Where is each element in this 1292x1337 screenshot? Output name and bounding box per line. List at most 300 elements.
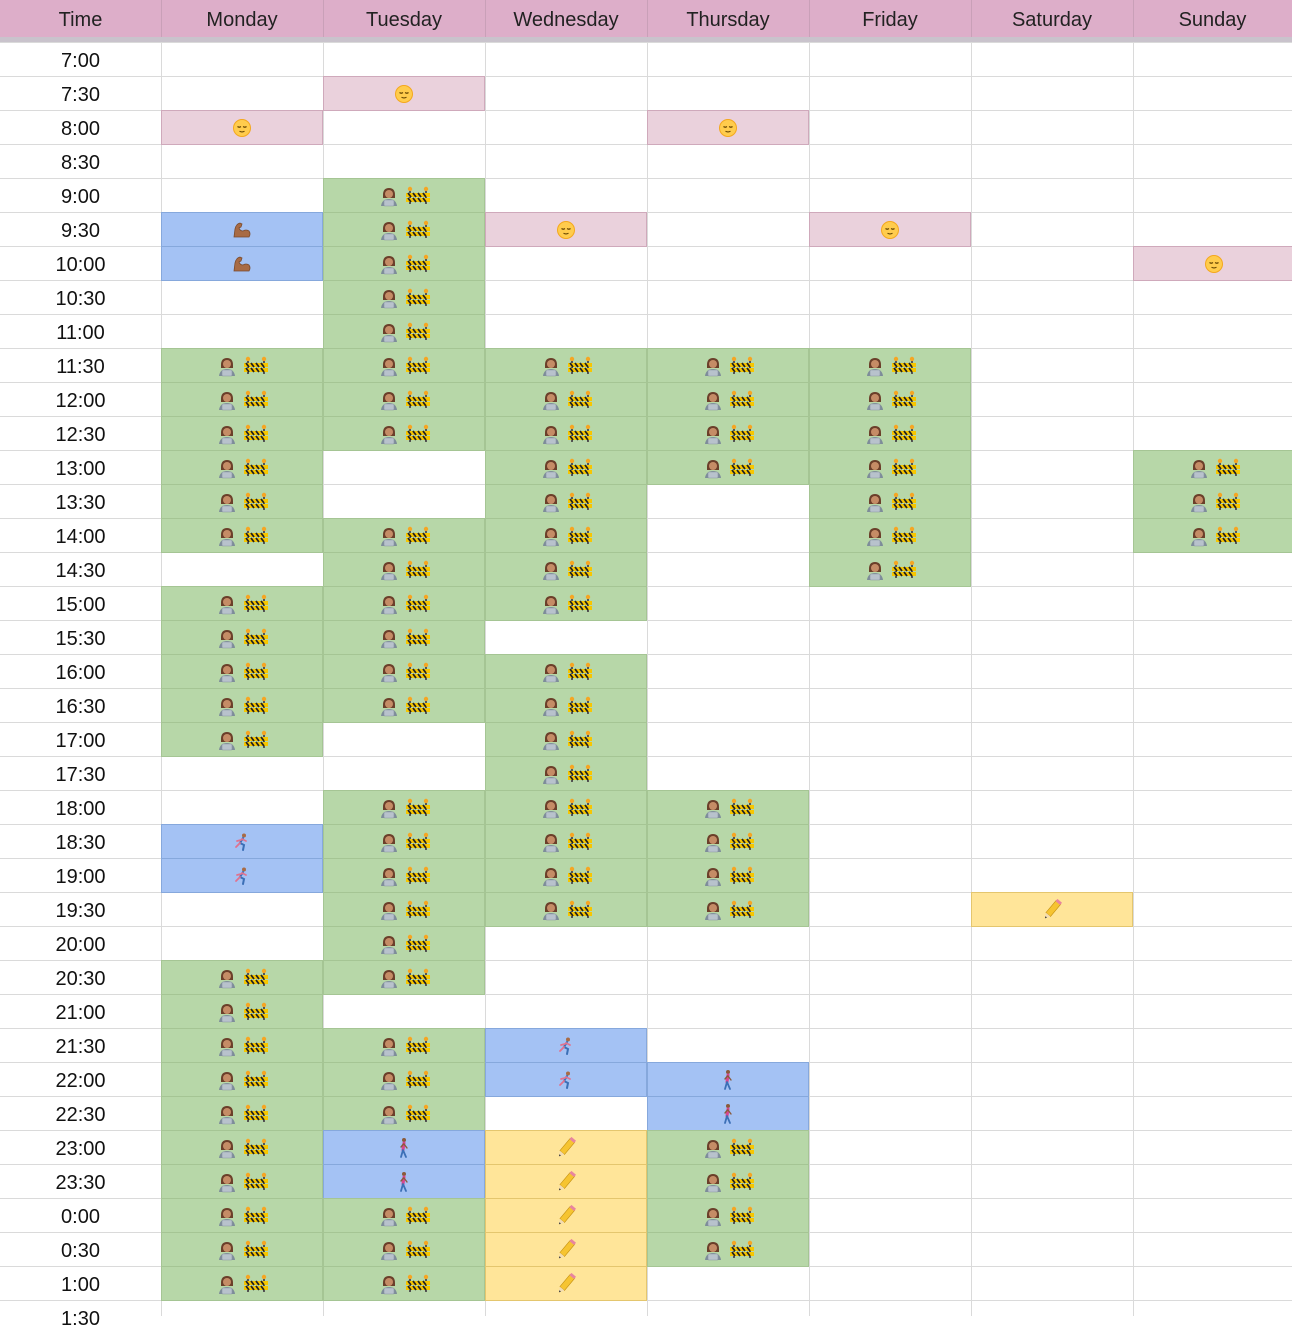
time-label[interactable]: 0:00: [61, 1206, 100, 1228]
column-header-friday[interactable]: Friday: [809, 0, 972, 37]
work-icons: [540, 559, 593, 581]
construction-barrier-icon: [567, 662, 593, 682]
cell-work[interactable]: [1133, 518, 1292, 553]
cell-work[interactable]: [485, 552, 647, 587]
cell-work[interactable]: [809, 552, 971, 587]
cell-sleep[interactable]: [1133, 246, 1292, 281]
time-label[interactable]: 17:00: [55, 730, 106, 752]
cell-work[interactable]: [485, 688, 647, 723]
person-at-laptop-icon: [540, 491, 562, 513]
work-icons: [378, 661, 431, 683]
cell-work[interactable]: [647, 416, 809, 451]
construction-barrier-icon: [567, 730, 593, 750]
construction-barrier-icon: [243, 1036, 269, 1056]
walking-person-icon: [396, 1137, 412, 1159]
cell-work[interactable]: [647, 1130, 809, 1165]
person-at-laptop-icon: [216, 661, 238, 683]
cell-work[interactable]: [161, 1164, 323, 1199]
cell-work[interactable]: [161, 416, 323, 451]
construction-barrier-icon: [567, 696, 593, 716]
person-at-laptop-icon: [216, 695, 238, 717]
time-label[interactable]: 10:00: [55, 254, 106, 276]
cell-sleep[interactable]: [809, 212, 971, 247]
construction-barrier-icon: [243, 390, 269, 410]
construction-barrier-icon: [567, 866, 593, 886]
cell-work[interactable]: [647, 858, 809, 893]
time-label[interactable]: 1:00: [61, 1274, 100, 1296]
cell-walk[interactable]: [323, 1164, 485, 1199]
time-label[interactable]: 8:30: [61, 152, 100, 174]
cell-study[interactable]: [485, 1198, 647, 1233]
person-at-laptop-icon: [216, 1171, 238, 1193]
work-icons: [216, 1273, 269, 1295]
time-label[interactable]: 22:30: [55, 1104, 106, 1126]
person-at-laptop-icon: [378, 321, 400, 343]
cell-work[interactable]: [323, 654, 485, 689]
time-label[interactable]: 21:00: [55, 1002, 106, 1024]
cell-work[interactable]: [323, 314, 485, 349]
construction-barrier-icon: [243, 526, 269, 546]
construction-barrier-icon: [567, 526, 593, 546]
person-at-laptop-icon: [216, 729, 238, 751]
cell-work[interactable]: [323, 178, 485, 213]
construction-barrier-icon: [729, 390, 755, 410]
construction-barrier-icon: [729, 866, 755, 886]
construction-barrier-icon: [729, 424, 755, 444]
person-at-laptop-icon: [702, 1171, 724, 1193]
construction-barrier-icon: [243, 662, 269, 682]
time-label[interactable]: 11:30: [56, 356, 105, 378]
cell-work[interactable]: [161, 1130, 323, 1165]
sleeping-face-icon: [556, 220, 576, 240]
cell-work[interactable]: [323, 552, 485, 587]
sleeping-face-icon: [394, 84, 414, 104]
construction-barrier-icon: [1215, 526, 1241, 546]
time-label[interactable]: 19:00: [55, 866, 106, 888]
person-at-laptop-icon: [378, 1273, 400, 1295]
cell-work[interactable]: [809, 484, 971, 519]
person-at-laptop-icon: [702, 423, 724, 445]
person-at-laptop-icon: [702, 457, 724, 479]
cell-run[interactable]: [485, 1062, 647, 1097]
work-icons: [540, 525, 593, 547]
column-header-wednesday[interactable]: Wednesday: [485, 0, 648, 37]
work-icons: [216, 1069, 269, 1091]
cell-work[interactable]: [161, 586, 323, 621]
person-at-laptop-icon: [378, 661, 400, 683]
construction-barrier-icon: [405, 288, 431, 308]
cell-work[interactable]: [323, 212, 485, 247]
cell-work[interactable]: [323, 926, 485, 961]
work-icons: [216, 1171, 269, 1193]
cell-work[interactable]: [1133, 450, 1292, 485]
construction-barrier-icon: [243, 1138, 269, 1158]
cell-work[interactable]: [647, 824, 809, 859]
cell-work[interactable]: [323, 1198, 485, 1233]
cell-work[interactable]: [647, 1198, 809, 1233]
cell-work[interactable]: [323, 688, 485, 723]
construction-barrier-icon: [405, 594, 431, 614]
column-header-thursday[interactable]: Thursday: [647, 0, 810, 37]
time-label[interactable]: 13:00: [55, 458, 106, 480]
work-icons: [378, 593, 431, 615]
column-header-monday[interactable]: Monday: [161, 0, 324, 37]
work-icons: [378, 967, 431, 989]
construction-barrier-icon: [243, 1274, 269, 1294]
cell-work[interactable]: [161, 450, 323, 485]
work-icons: [216, 967, 269, 989]
person-at-laptop-icon: [540, 593, 562, 615]
work-icons: [378, 695, 431, 717]
running-person-icon: [232, 832, 252, 852]
construction-barrier-icon: [405, 934, 431, 954]
cell-run[interactable]: [161, 824, 323, 859]
time-label[interactable]: 9:30: [61, 220, 100, 242]
work-icons: [378, 423, 431, 445]
cell-work[interactable]: [161, 518, 323, 553]
person-at-laptop-icon: [216, 1103, 238, 1125]
work-icons: [540, 797, 593, 819]
cell-work[interactable]: [323, 1062, 485, 1097]
cell-work[interactable]: [161, 382, 323, 417]
cell-work[interactable]: [161, 1062, 323, 1097]
work-icons: [540, 661, 593, 683]
row-gridline: [0, 42, 1292, 43]
time-label[interactable]: 18:30: [55, 832, 106, 854]
cell-work[interactable]: [485, 858, 647, 893]
time-label[interactable]: 14:00: [55, 526, 106, 548]
time-label[interactable]: 22:00: [55, 1070, 106, 1092]
cell-work[interactable]: [647, 382, 809, 417]
cell-work[interactable]: [485, 586, 647, 621]
cell-work[interactable]: [161, 1096, 323, 1131]
cell-work[interactable]: [323, 1232, 485, 1267]
work-icons: [540, 491, 593, 513]
cell-work[interactable]: [485, 518, 647, 553]
person-at-laptop-icon: [864, 559, 886, 581]
cell-work[interactable]: [485, 484, 647, 519]
cell-study[interactable]: [971, 892, 1133, 927]
construction-barrier-icon: [243, 356, 269, 376]
cell-run[interactable]: [161, 858, 323, 893]
person-at-laptop-icon: [864, 491, 886, 513]
work-icons: [378, 797, 431, 819]
person-at-laptop-icon: [540, 899, 562, 921]
cell-work[interactable]: [323, 518, 485, 553]
person-at-laptop-icon: [216, 967, 238, 989]
construction-barrier-icon: [243, 1172, 269, 1192]
time-label[interactable]: 23:30: [55, 1172, 106, 1194]
cell-gym[interactable]: [161, 212, 323, 247]
time-label[interactable]: 15:00: [55, 594, 106, 616]
time-label[interactable]: 13:30: [55, 492, 106, 514]
cell-work[interactable]: [161, 722, 323, 757]
work-icons: [378, 865, 431, 887]
person-at-laptop-icon: [378, 1035, 400, 1057]
pencil-icon: [554, 1205, 578, 1227]
cell-work[interactable]: [809, 416, 971, 451]
running-person-icon: [232, 866, 252, 886]
person-at-laptop-icon: [1188, 525, 1210, 547]
time-label[interactable]: 16:00: [55, 662, 106, 684]
work-icons: [378, 1069, 431, 1091]
cell-work[interactable]: [161, 1198, 323, 1233]
cell-walk[interactable]: [647, 1062, 809, 1097]
cell-work[interactable]: [485, 348, 647, 383]
construction-barrier-icon: [405, 696, 431, 716]
cell-work[interactable]: [647, 348, 809, 383]
work-icons: [540, 695, 593, 717]
cell-study[interactable]: [485, 1232, 647, 1267]
time-label[interactable]: 15:30: [55, 628, 106, 650]
person-at-laptop-icon: [216, 1001, 238, 1023]
work-icons: [216, 593, 269, 615]
person-at-laptop-icon: [378, 525, 400, 547]
time-label[interactable]: 11:00: [56, 322, 105, 344]
construction-barrier-icon: [243, 594, 269, 614]
cell-work[interactable]: [161, 1266, 323, 1301]
person-at-laptop-icon: [378, 185, 400, 207]
person-at-laptop-icon: [216, 627, 238, 649]
person-at-laptop-icon: [216, 423, 238, 445]
work-icons: [540, 355, 593, 377]
work-icons: [864, 491, 917, 513]
time-label[interactable]: 23:00: [55, 1138, 106, 1160]
walking-person-icon: [396, 1171, 412, 1193]
cell-work[interactable]: [485, 892, 647, 927]
person-at-laptop-icon: [378, 559, 400, 581]
cell-work[interactable]: [323, 858, 485, 893]
cell-walk[interactable]: [647, 1096, 809, 1131]
time-label[interactable]: 7:00: [61, 50, 100, 72]
cell-work[interactable]: [809, 450, 971, 485]
work-icons: [378, 1239, 431, 1261]
work-icons: [378, 389, 431, 411]
person-at-laptop-icon: [378, 695, 400, 717]
work-icons: [378, 627, 431, 649]
cell-sleep[interactable]: [161, 110, 323, 145]
person-at-laptop-icon: [216, 593, 238, 615]
cell-work[interactable]: [485, 722, 647, 757]
cell-gym[interactable]: [161, 246, 323, 281]
construction-barrier-icon: [405, 526, 431, 546]
cell-work[interactable]: [161, 620, 323, 655]
person-at-laptop-icon: [378, 1239, 400, 1261]
cell-work[interactable]: [323, 382, 485, 417]
construction-barrier-icon: [891, 424, 917, 444]
work-icons: [1188, 525, 1241, 547]
person-at-laptop-icon: [216, 1205, 238, 1227]
time-label[interactable]: 21:30: [55, 1036, 106, 1058]
column-header-saturday[interactable]: Saturday: [971, 0, 1134, 37]
time-label[interactable]: 18:00: [55, 798, 106, 820]
construction-barrier-icon: [891, 458, 917, 478]
cell-work[interactable]: [323, 620, 485, 655]
cell-work[interactable]: [323, 892, 485, 927]
cell-work[interactable]: [161, 1232, 323, 1267]
time-label[interactable]: 0:30: [61, 1240, 100, 1262]
work-icons: [378, 559, 431, 581]
cell-work[interactable]: [809, 518, 971, 553]
column-header-tuesday[interactable]: Tuesday: [323, 0, 486, 37]
time-label[interactable]: 9:00: [61, 186, 100, 208]
construction-barrier-icon: [567, 798, 593, 818]
construction-barrier-icon: [405, 628, 431, 648]
time-label[interactable]: 1:30: [61, 1308, 100, 1330]
person-at-laptop-icon: [216, 457, 238, 479]
person-at-laptop-icon: [864, 457, 886, 479]
cell-work[interactable]: [323, 280, 485, 315]
construction-barrier-icon: [243, 628, 269, 648]
pencil-icon: [554, 1273, 578, 1295]
person-at-laptop-icon: [216, 1069, 238, 1091]
cell-work[interactable]: [161, 960, 323, 995]
cell-work[interactable]: [323, 1266, 485, 1301]
time-label[interactable]: 7:30: [61, 84, 100, 106]
time-label[interactable]: 19:30: [55, 900, 106, 922]
work-icons: [216, 1001, 269, 1023]
person-at-laptop-icon: [540, 797, 562, 819]
person-at-laptop-icon: [864, 389, 886, 411]
cell-work[interactable]: [647, 790, 809, 825]
work-icons: [216, 1035, 269, 1057]
cell-work[interactable]: [647, 450, 809, 485]
cell-work[interactable]: [161, 994, 323, 1029]
running-person-icon: [556, 1036, 576, 1056]
work-icons: [378, 219, 431, 241]
cell-work[interactable]: [485, 790, 647, 825]
person-at-laptop-icon: [378, 1205, 400, 1227]
time-label[interactable]: 8:00: [61, 118, 100, 140]
cell-work[interactable]: [323, 1028, 485, 1063]
work-icons: [378, 525, 431, 547]
work-icons: [540, 865, 593, 887]
time-label[interactable]: 17:30: [55, 764, 106, 786]
construction-barrier-icon: [729, 798, 755, 818]
cell-work[interactable]: [161, 348, 323, 383]
cell-work[interactable]: [647, 1232, 809, 1267]
time-label[interactable]: 20:30: [55, 968, 106, 990]
cell-work[interactable]: [485, 654, 647, 689]
work-icons: [216, 627, 269, 649]
construction-barrier-icon: [729, 458, 755, 478]
construction-barrier-icon: [243, 1240, 269, 1260]
cell-work[interactable]: [323, 790, 485, 825]
construction-barrier-icon: [891, 526, 917, 546]
work-icons: [1188, 457, 1241, 479]
cell-run[interactable]: [485, 1028, 647, 1063]
time-label[interactable]: 12:30: [55, 424, 106, 446]
work-icons: [702, 831, 755, 853]
flexed-biceps-icon: [231, 254, 253, 274]
work-icons: [378, 355, 431, 377]
cell-walk[interactable]: [323, 1130, 485, 1165]
person-at-laptop-icon: [540, 729, 562, 751]
construction-barrier-icon: [405, 1036, 431, 1056]
time-label[interactable]: 10:30: [55, 288, 106, 310]
column-header-time[interactable]: Time: [0, 0, 162, 37]
cell-work[interactable]: [323, 1096, 485, 1131]
cell-work[interactable]: [323, 348, 485, 383]
cell-work[interactable]: [323, 246, 485, 281]
construction-barrier-icon: [405, 356, 431, 376]
construction-barrier-icon: [405, 1104, 431, 1124]
running-person-icon: [556, 1070, 576, 1090]
work-icons: [540, 457, 593, 479]
cell-work[interactable]: [485, 824, 647, 859]
cell-work[interactable]: [161, 1028, 323, 1063]
cell-work[interactable]: [809, 348, 971, 383]
time-label[interactable]: 14:30: [55, 560, 106, 582]
cell-sleep[interactable]: [485, 212, 647, 247]
time-label[interactable]: 16:30: [55, 696, 106, 718]
sleeping-face-icon: [880, 220, 900, 240]
pencil-icon: [554, 1171, 578, 1193]
person-at-laptop-icon: [540, 389, 562, 411]
cell-study[interactable]: [485, 1130, 647, 1165]
construction-barrier-icon: [729, 1138, 755, 1158]
person-at-laptop-icon: [378, 423, 400, 445]
work-icons: [702, 899, 755, 921]
cell-work[interactable]: [647, 892, 809, 927]
column-header-sunday[interactable]: Sunday: [1133, 0, 1292, 37]
work-icons: [702, 1239, 755, 1261]
construction-barrier-icon: [243, 1206, 269, 1226]
cell-work[interactable]: [1133, 484, 1292, 519]
work-icons: [216, 1137, 269, 1159]
cell-work[interactable]: [323, 824, 485, 859]
cell-work[interactable]: [485, 756, 647, 791]
work-icons: [702, 1137, 755, 1159]
construction-barrier-icon: [729, 900, 755, 920]
person-at-laptop-icon: [216, 1137, 238, 1159]
time-label[interactable]: 12:00: [55, 390, 106, 412]
flexed-biceps-icon: [231, 220, 253, 240]
cell-work[interactable]: [809, 382, 971, 417]
cell-study[interactable]: [485, 1266, 647, 1301]
cell-sleep[interactable]: [323, 76, 485, 111]
construction-barrier-icon: [405, 254, 431, 274]
cell-work[interactable]: [485, 416, 647, 451]
cell-work[interactable]: [323, 416, 485, 451]
cell-study[interactable]: [485, 1164, 647, 1199]
person-at-laptop-icon: [540, 695, 562, 717]
construction-barrier-icon: [567, 492, 593, 512]
person-at-laptop-icon: [378, 627, 400, 649]
work-icons: [216, 1103, 269, 1125]
pencil-icon: [554, 1239, 578, 1261]
construction-barrier-icon: [567, 900, 593, 920]
construction-barrier-icon: [405, 1206, 431, 1226]
cell-work[interactable]: [323, 960, 485, 995]
cell-work[interactable]: [485, 450, 647, 485]
cell-work[interactable]: [485, 382, 647, 417]
cell-work[interactable]: [323, 586, 485, 621]
construction-barrier-icon: [243, 696, 269, 716]
cell-sleep[interactable]: [647, 110, 809, 145]
time-label[interactable]: 20:00: [55, 934, 106, 956]
person-at-laptop-icon: [702, 797, 724, 819]
cell-work[interactable]: [161, 688, 323, 723]
cell-work[interactable]: [647, 1164, 809, 1199]
person-at-laptop-icon: [540, 865, 562, 887]
person-at-laptop-icon: [702, 865, 724, 887]
walking-person-icon: [720, 1103, 736, 1125]
cell-work[interactable]: [161, 654, 323, 689]
pencil-icon: [554, 1137, 578, 1159]
person-at-laptop-icon: [702, 1137, 724, 1159]
cell-work[interactable]: [161, 484, 323, 519]
